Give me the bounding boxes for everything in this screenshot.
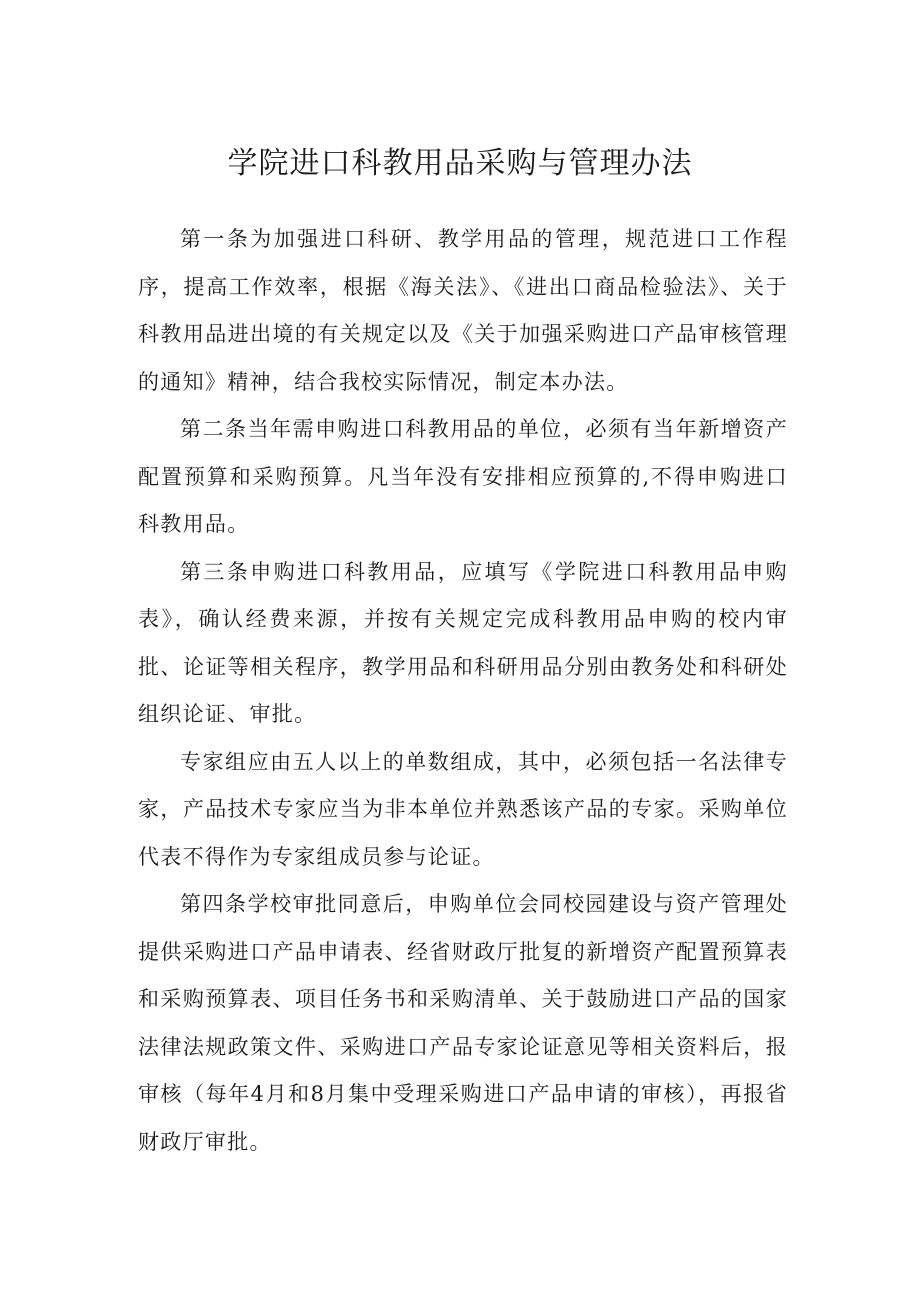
document-body	[138, 216, 788, 1166]
paragraph-article-3: 第三条申购进口科教用品，应填写《学院进口科教用品申购表》，确认经费来源，并按有关规定完成科教用品申购的校内审批、论证等相关程序，教学用品和科研用品分别由教务处和科研处组织论证、审批。	[138, 559, 788, 726]
document-title: 学院进口科教用品采购与管理办法	[227, 146, 693, 181]
paragraph-article-2: 第二条当年需申购进口科教用品的单位，必须有当年新增资产配置预算和采购预算。凡当年没有安排相应预算的,不得申购进口科教用品。	[138, 417, 788, 536]
paragraph-expert-group: 专家组应由五人以上的单数组成，其中，必须包括一名法律专家，产品技术专家应当为非本单位并熟悉该产品的专家。采购单位代表不得作为专家组成员参与论证。	[138, 749, 788, 869]
paragraph-article-4: 第四条学校审批同意后，申购单位会同校园建设与资产管理处提供采购进口产品申请表、经省财政厅批复的新增资产配置预算表和采购预算表、项目任务书和采购清单、关于鼓励进口产品的国家法律法规政策文件、采购进口产品专家论证意见等相关资料后，报审核（每年4月和8月集中受理采购进口产品申请的审核），再报省财政厅审批。	[138, 892, 788, 1154]
paragraph-article-1: 第一条为加强进口科研、教学用品的管理，规范进口工作程序，提高工作效率，根据《海关法》、《进出口商品检验法》、关于科教用品进出境的有关规定以及《关于加强采购进口产品审核管理的通知》精神，结合我校实际情况，制定本办法。	[138, 227, 788, 394]
